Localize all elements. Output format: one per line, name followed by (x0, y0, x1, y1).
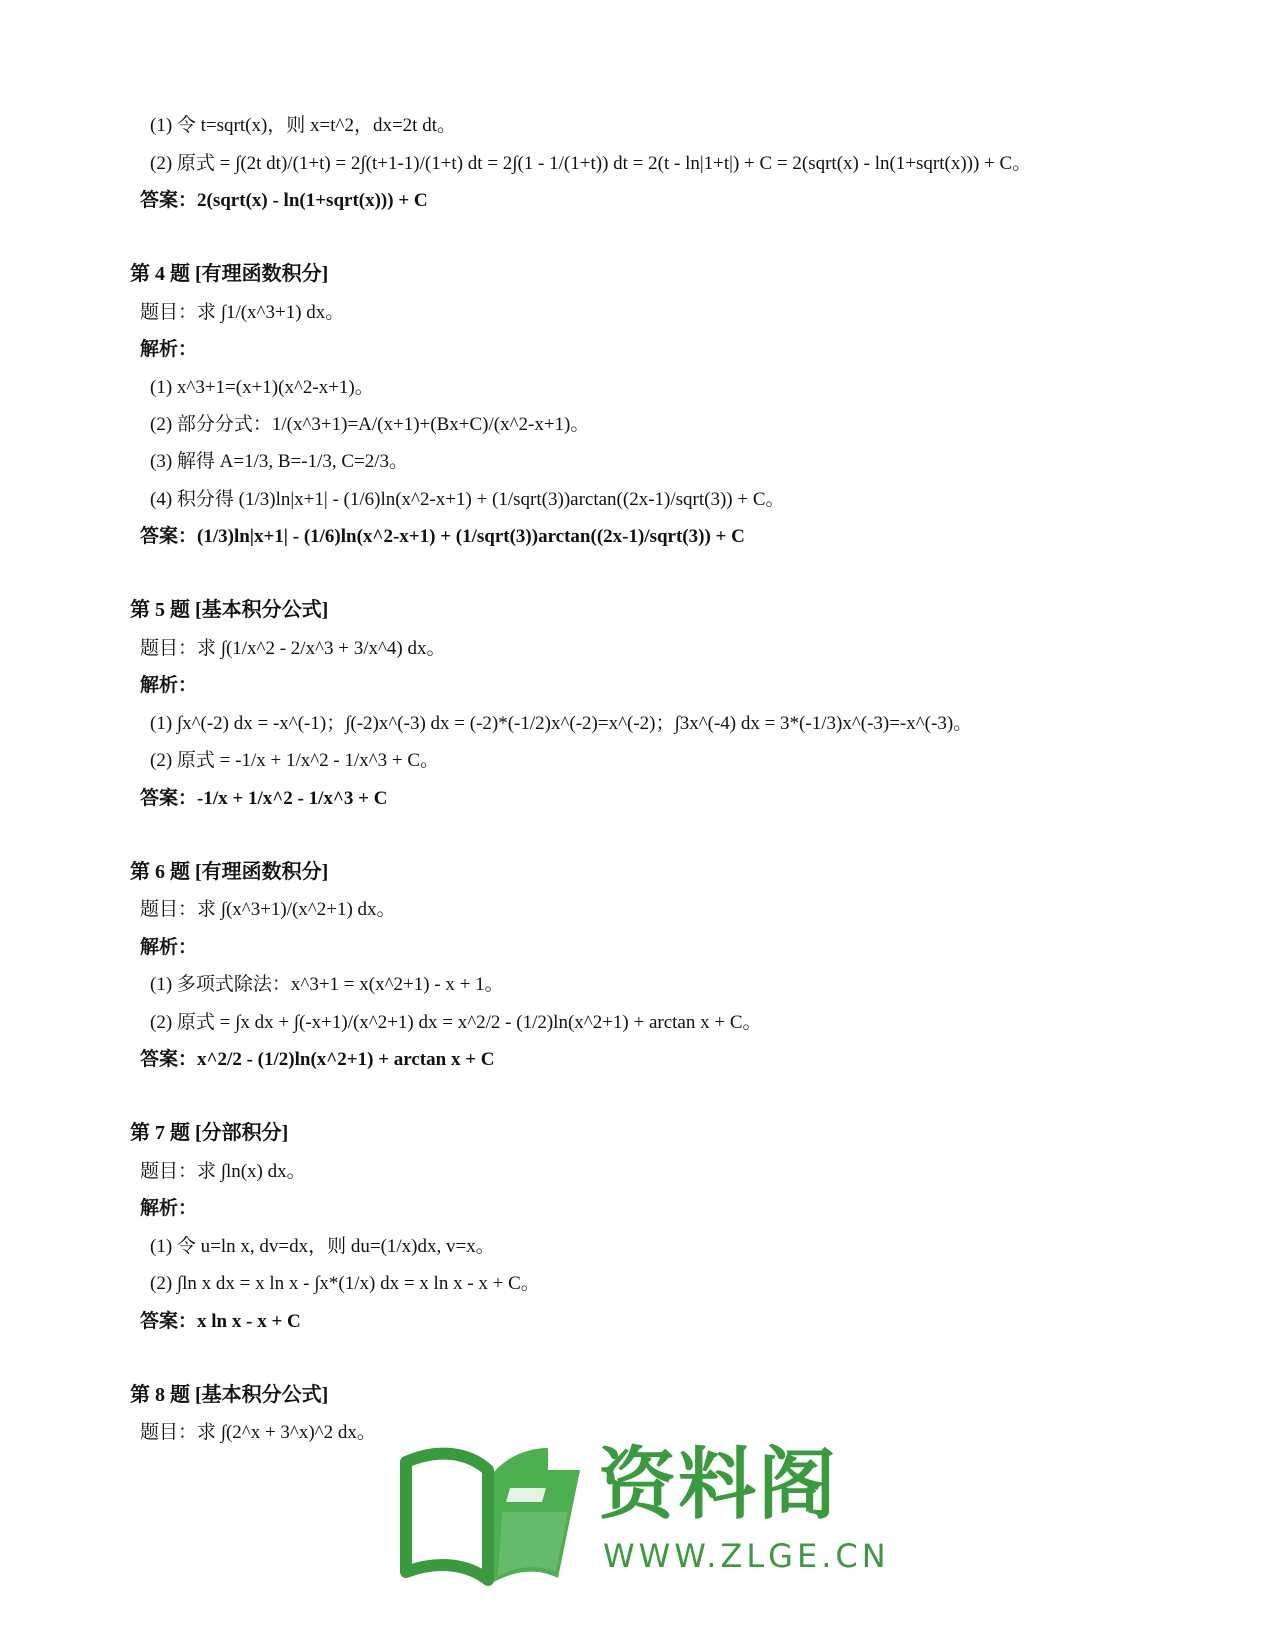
watermark-url: WWW.ZLGE.CN (603, 1537, 890, 1575)
q4-step-4: (4) 积分得 (1/3)ln|x+1| - (1/6)ln(x^2-x+1) + (1/sqrt(3))arctan((2x-1)/sqrt(3)) + C。 (150, 489, 785, 510)
q7-heading: 第 7 题 [分部积分] (130, 1122, 289, 1144)
q5-answer (140, 787, 387, 811)
q6-step-1: (1) 多项式除法：x^3+1 = x(x^2+1) - x + 1。 (150, 974, 504, 995)
q4-step-2: (2) 部分分式：1/(x^3+1)=A/(x+1)+(Bx+C)/(x^2-x+1)。 (150, 414, 590, 435)
q6-step-2: (2) 原式 = ∫x dx + ∫(-x+1)/(x^2+1) dx = x^2/2 - (1/2)ln(x^2+1) + arctan x + C。 (150, 1012, 762, 1033)
answer-label: 答案： (140, 1049, 198, 1070)
q4-answer (140, 525, 745, 549)
answer-value: x^2/2 - (1/2)ln(x^2+1) + arctan x + C (197, 1049, 495, 1070)
q5-heading: 第 5 题 [基本积分公式] (130, 599, 329, 621)
intro-answer (140, 189, 428, 213)
q5-step-2: (2) 原式 = -1/x + 1/x^2 - 1/x^3 + C。 (150, 750, 440, 771)
watermark-logo (398, 1440, 890, 1590)
q7-analysis-label: 解析： (140, 1198, 198, 1219)
intro-step-2: (2) 原式 = ∫(2t dt)/(1+t) = 2∫(t+1-1)/(1+t) dt = 2∫(1 - 1/(1+t)) dt = 2(t - ln|1+t|) + C = 2(sqrt(x) - ln(1+sqrt(x))) + C。 (150, 153, 1032, 174)
q7-question: 题目：求 ∫ln(x) dx。 (140, 1161, 306, 1182)
q5-question: 题目：求 ∫(1/x^2 - 2/x^3 + 3/x^4) dx。 (140, 638, 446, 659)
q8-question: 题目：求 ∫(2^x + 3^x)^2 dx。 (140, 1422, 376, 1443)
open-book-icon (398, 1440, 588, 1590)
answer-label: 答案： (140, 190, 198, 211)
q4-question: 题目：求 ∫1/(x^3+1) dx。 (140, 302, 345, 323)
q6-answer (140, 1048, 495, 1072)
answer-value: 2(sqrt(x) - ln(1+sqrt(x))) + C (197, 190, 428, 211)
intro-step-1: (1) 令 t=sqrt(x)，则 x=t^2，dx=2t dt。 (150, 115, 456, 136)
answer-label: 答案： (140, 1311, 198, 1332)
q6-heading: 第 6 题 [有理函数积分] (130, 861, 329, 883)
q4-analysis-label: 解析： (140, 339, 198, 360)
q7-step-1: (1) 令 u=ln x, dv=dx，则 du=(1/x)dx, v=x。 (150, 1236, 495, 1257)
q6-question: 题目：求 ∫(x^3+1)/(x^2+1) dx。 (140, 899, 396, 920)
q7-step-2: (2) ∫ln x dx = x ln x - ∫x*(1/x) dx = x ln x - x + C。 (150, 1273, 540, 1294)
answer-value: -1/x + 1/x^2 - 1/x^3 + C (197, 788, 388, 809)
q7-answer (140, 1310, 301, 1334)
answer-value: (1/3)ln|x+1| - (1/6)ln(x^2-x+1) + (1/sqrt(3))arctan((2x-1)/sqrt(3)) + C (197, 526, 745, 547)
q5-step-1: (1) ∫x^(-2) dx = -x^(-1)；∫(-2)x^(-3) dx = (-2)*(-1/2)x^(-2)=x^(-2)；∫3x^(-4) dx = 3*(-1/3)x^(-3)=-x^(-3)。 (150, 713, 973, 734)
answer-label: 答案： (140, 788, 198, 809)
answer-value: x ln x - x + C (197, 1311, 301, 1332)
q4-step-1: (1) x^3+1=(x+1)(x^2-x+1)。 (150, 377, 374, 398)
q6-analysis-label: 解析： (140, 937, 198, 958)
answer-label: 答案： (140, 526, 198, 547)
q8-heading: 第 8 题 [基本积分公式] (130, 1384, 329, 1406)
q4-heading: 第 4 题 [有理函数积分] (130, 263, 329, 285)
watermark-title: 资料阁 (598, 1440, 839, 1530)
q5-analysis-label: 解析： (140, 675, 198, 696)
q4-step-3: (3) 解得 A=1/3, B=-1/3, C=2/3。 (150, 451, 409, 472)
